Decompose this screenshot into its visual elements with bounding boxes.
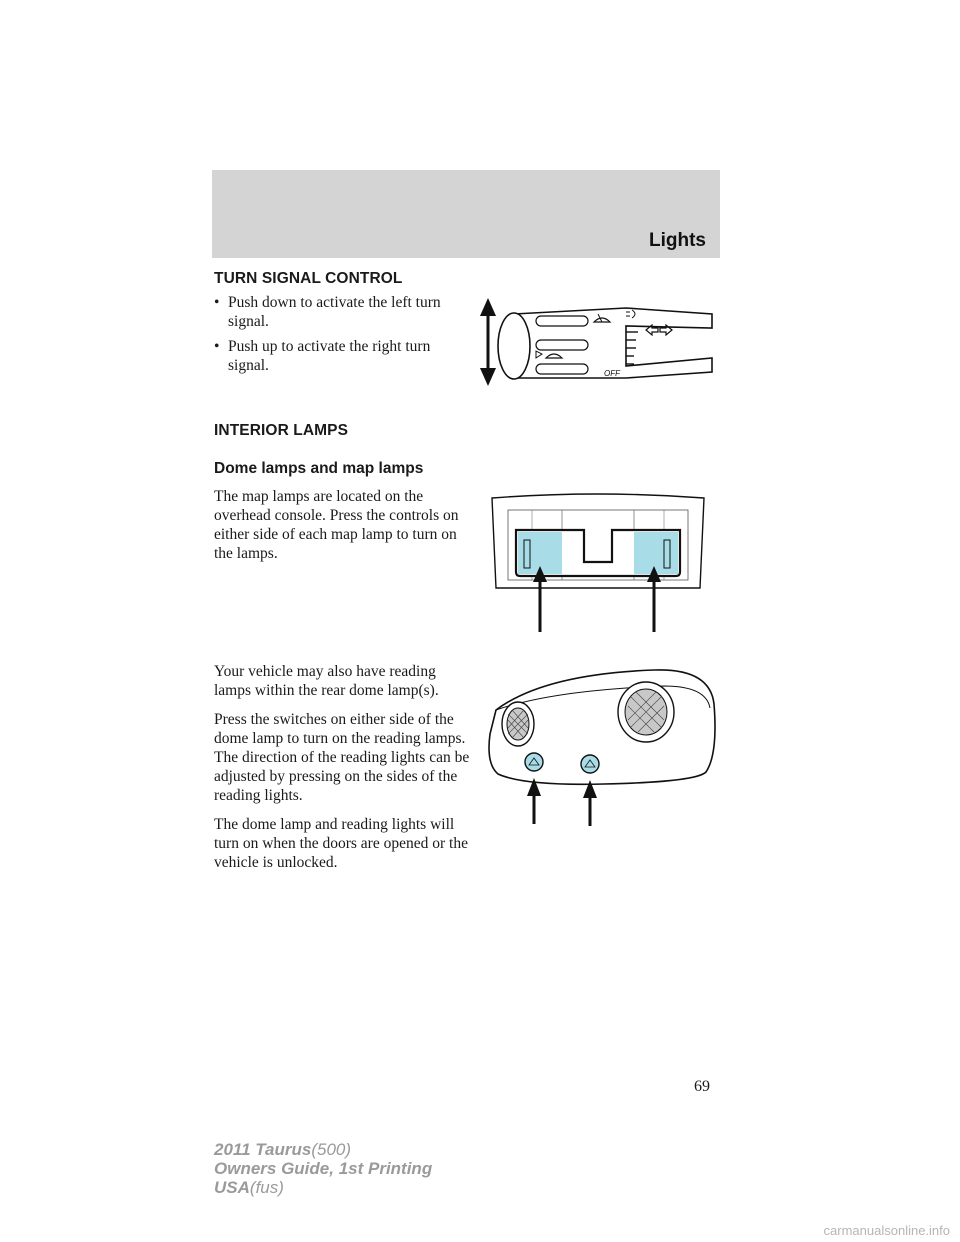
bullet-text: Push down to activate the left turn signal. bbox=[228, 294, 441, 330]
watermark: carmanualsonline.info bbox=[823, 1223, 950, 1238]
reading-lamps-paragraph: Your vehicle may also have reading lamps within the rear dome lamp(s). bbox=[214, 663, 439, 699]
interior-lamps-section bbox=[214, 422, 472, 563]
footer-region-code: (fus) bbox=[249, 1178, 284, 1197]
page-number: 69 bbox=[694, 1078, 710, 1095]
dome-map-lamps-subheading: Dome lamps and map lamps bbox=[214, 460, 424, 477]
rear-dome-lamp-illustration bbox=[484, 664, 720, 826]
pointer-arrow-icon bbox=[527, 778, 541, 824]
reading-switch-right bbox=[581, 755, 599, 773]
map-lamp-lens-right bbox=[634, 532, 678, 574]
footer-model: 2011 Taurus bbox=[214, 1140, 312, 1159]
turn-signal-heading: TURN SIGNAL CONTROL bbox=[214, 270, 403, 287]
reading-lamps-section bbox=[214, 662, 472, 872]
section-title: Lights bbox=[649, 230, 706, 251]
footer-region: USA bbox=[214, 1178, 250, 1197]
dome-lamp-behavior-paragraph: The dome lamp and reading lights will turn on when the doors are opened or the vehicle is unlocked. bbox=[214, 816, 468, 871]
interior-lamps-heading: INTERIOR LAMPS bbox=[214, 422, 349, 439]
header-band bbox=[212, 170, 720, 258]
overhead-console-illustration bbox=[488, 490, 708, 635]
reading-switch-left bbox=[525, 753, 543, 771]
off-label: OFF bbox=[604, 369, 620, 378]
bullet-text: Push up to activate the right turn signal. bbox=[228, 338, 431, 374]
bullet-dot: • bbox=[214, 294, 220, 311]
footer-edition: Owners Guide, 1st Printing bbox=[214, 1159, 433, 1178]
reading-switches-paragraph: Press the switches on either side of the dome lamp to turn on the reading lamps. The direction of the reading lights can be adjusted by pressing on the sides of the reading lights. bbox=[214, 711, 470, 804]
turn-signal-stalk-illustration bbox=[476, 296, 720, 388]
pointer-arrow-icon bbox=[583, 780, 597, 826]
bullet-dot: • bbox=[214, 338, 220, 355]
map-lamps-paragraph: The map lamps are located on the overhead console. Press the controls on either side of each map lamp to turn on the lamps. bbox=[214, 488, 459, 562]
up-down-arrow-icon bbox=[480, 298, 496, 386]
turn-signal-section bbox=[214, 270, 472, 375]
list-item bbox=[214, 337, 472, 375]
list-item bbox=[214, 293, 472, 331]
footer bbox=[214, 1140, 432, 1197]
footer-code: (500) bbox=[311, 1140, 352, 1159]
